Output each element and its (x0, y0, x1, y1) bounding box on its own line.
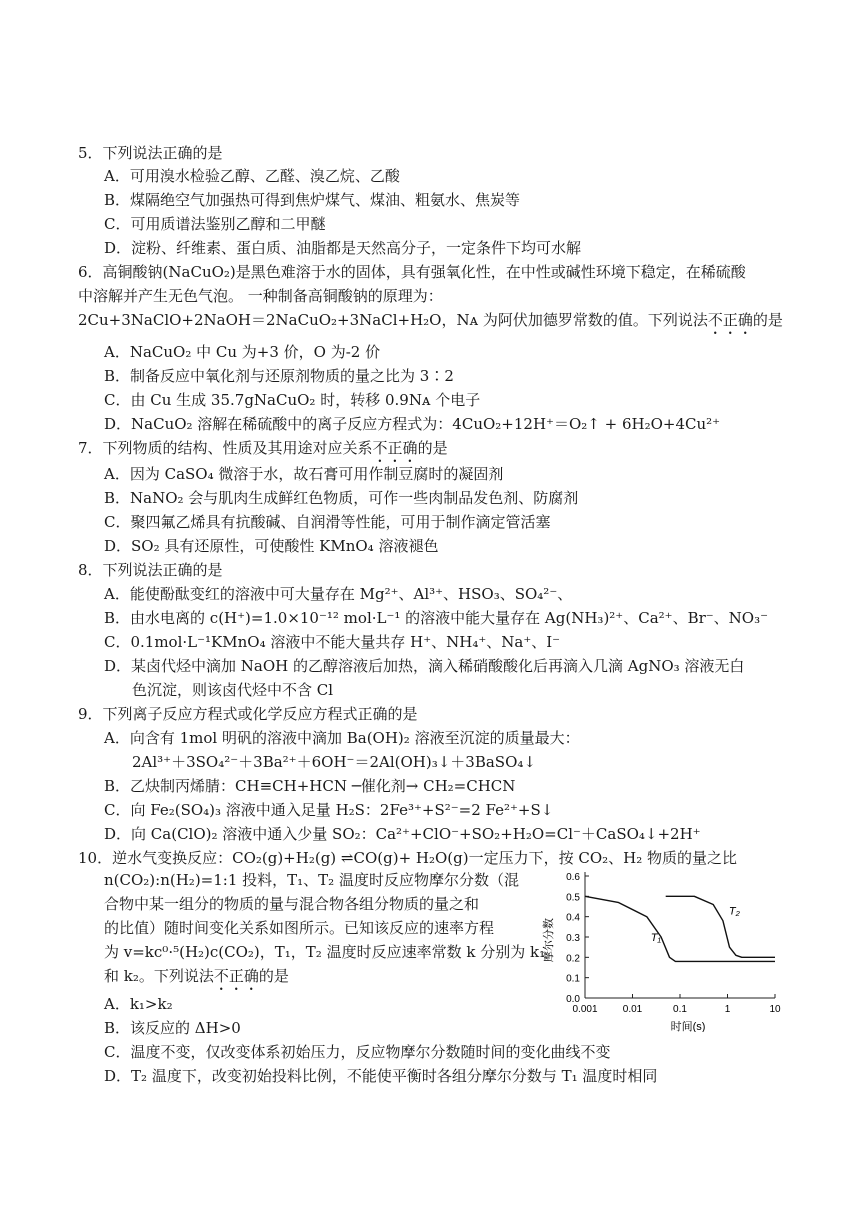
text-line (78, 560, 223, 582)
text-line (104, 824, 701, 846)
line-text: 7．下列物质的结构、性质及其用途对应关系 (78, 439, 373, 457)
line-text: C．0.1mol·L⁻¹KMnO₄ 溶液中不能大量共存 H⁺、NH₄⁺、Na⁺、I⁻ (104, 633, 561, 651)
line-text: 合物中某一组分的物质的量与混合物各组分物质的量之和 (104, 895, 480, 913)
line-text: C．可用质谱法鉴别乙醇和二甲醚 (104, 215, 326, 233)
series-line-2 (666, 896, 775, 957)
text-line (104, 1018, 241, 1040)
line-text: A．向含有 1mol 明矾的溶液中滴加 Ba(OH)₂ 溶液至沉淀的质量最大： (104, 729, 580, 747)
text-line (104, 918, 494, 940)
text-line (104, 966, 289, 988)
line-text: 的比值）随时间变化关系如图所示。已知该反应的速率方程 (104, 919, 495, 937)
text-line (132, 680, 333, 702)
y-tick-label: 0.1 (566, 973, 580, 985)
line-text: D．T₂ 温度下，改变初始投料比例，不能使平衡时各组分摩尔分数与 T₁ 温度时相同 (104, 1067, 658, 1085)
line-text: n(CO₂):n(H₂)=1:1 投料，T₁、T₂ 温度时反应物摩尔分数（混 (104, 871, 519, 889)
line-text: B．该反应的 ΔH>0 (104, 1019, 241, 1037)
line-text: A．NaCuO₂ 中 Cu 为+3 价，O 为-2 价 (104, 343, 381, 361)
line-text: C．温度不变，仅改变体系初始压力，反应物摩尔分数随时间的变化曲线不变 (104, 1043, 611, 1061)
text-line (104, 488, 578, 510)
text-line (104, 942, 545, 964)
text-line (104, 800, 553, 822)
y-tick-label: 0.4 (566, 912, 580, 924)
text-line (104, 390, 480, 412)
line-text: A．k₁>k₂ (104, 995, 173, 1013)
x-tick-label: 0.001 (572, 1004, 598, 1015)
emphasis-text: 不正确 (213, 967, 259, 985)
text-line (78, 310, 783, 332)
text-line (78, 286, 443, 308)
line-text: 为 v=kc⁰·⁵(H₂)c(CO₂)，T₁，T₂ 温度时反应速率常数 k 分别为 k₁ (104, 943, 546, 961)
text-line (104, 894, 479, 916)
line-text: B．制备反应中氧化剂与还原剂物质的量之比为 3∶2 (104, 367, 454, 385)
x-tick-label: 0.01 (622, 1004, 643, 1015)
line-text: 色沉淀，则该卤代烃中不含 Cl (132, 681, 334, 699)
line-text: 和 k₂。下列说法 (104, 967, 214, 985)
y-tick-label: 0.5 (566, 892, 580, 904)
text-line (104, 366, 454, 388)
text-line (104, 414, 720, 436)
text-line (78, 262, 746, 284)
text-line (104, 776, 515, 798)
text-line (104, 584, 572, 606)
line-text: B．由水电离的 c(H⁺)=1.0×10⁻¹² mol·L⁻¹ 的溶液中能大量存在 Ag(NH₃)²⁺、Ca²⁺、Br⁻、NO₃⁻ (104, 609, 769, 627)
y-tick-label: 0.3 (566, 933, 580, 944)
line-text: D．SO₂ 具有还原性，可使酸性 KMnO₄ 溶液褪色 (104, 537, 439, 555)
line-text: D．某卤代烃中滴加 NaOH 的乙醇溶液后加热，滴入稀硝酸酸化后再滴入几滴 AgNO₃ 溶液无白 (104, 657, 745, 675)
text-line (104, 464, 503, 486)
text-line (104, 536, 438, 558)
chart-axes (566, 872, 781, 1015)
line-text: A．因为 CaSO₄ 微溶于水，故石膏可用作制豆腐时的凝固剂 (104, 465, 504, 483)
line-text: C．聚四氟乙烯具有抗酸碱、自润滑等性能，可用于制作滴定管活塞 (104, 513, 551, 531)
line-text: 10．逆水气变换反应：CO₂(g)+H₂(g) ⇌CO(g)+ H₂O(g)一定压力下，按 CO₂、H₂ 物质的量之比 (78, 849, 738, 867)
x-tick-label: 1 (724, 1004, 731, 1015)
line-text: 9．下列离子反应方程式或化学反应方程式正确的是 (78, 705, 418, 723)
line-text: D．NaCuO₂ 溶解在稀硫酸中的离子反应方程式为：4CuO₂+12H⁺＝O₂↑ + 6H₂O+4Cu²⁺ (104, 415, 721, 433)
text-line (104, 994, 173, 1016)
x-tick-label: 0.1 (673, 1004, 687, 1015)
y-axis-label: 摩尔分数 (543, 918, 555, 962)
text-line (104, 870, 519, 892)
line-text: 6．高铜酸钠(NaCuO₂)是黑色难溶于水的固体，具有强氧化性，在中性或碱性环境下稳定，在稀硫酸 (78, 263, 746, 281)
text-line (104, 1042, 610, 1064)
line-text: D．向 Ca(ClO)₂ 溶液中通入少量 SO₂：Ca²⁺+ClO⁻+SO₂+H₂O=Cl⁻＋CaSO₄↓+2H⁺ (104, 825, 701, 843)
text-line (104, 214, 325, 236)
text-line (104, 728, 580, 750)
line-text: 5．下列说法正确的是 (78, 144, 223, 162)
chart-curves (585, 896, 775, 961)
series-label-1: T₁ (650, 932, 662, 944)
y-tick-label: 0.2 (566, 953, 580, 965)
text-line (104, 656, 744, 678)
line-text: A．可用溴水检验乙醇、乙醛、溴乙烷、乙酸 (104, 167, 400, 185)
line-text: 2Al³⁺＋3SO₄²⁻＋3Ba²⁺＋6OH⁻＝2Al(OH)₃↓＋3BaSO₄↓ (132, 753, 536, 771)
line-text-tail: 的是 (752, 311, 783, 329)
line-text: D．淀粉、纤维素、蛋白质、油脂都是天然高分子，一定条件下均可水解 (104, 239, 582, 257)
line-text: C．由 Cu 生成 35.7gNaCuO₂ 时，转移 0.9Nᴀ 个电子 (104, 391, 481, 409)
text-line (78, 438, 448, 460)
mole-fraction-chart (540, 862, 790, 1032)
text-line (104, 342, 380, 364)
line-text: C．向 Fe₂(SO₄)₃ 溶液中通入足量 H₂S：2Fe³⁺+S²⁻=2 Fe²⁺+S↓ (104, 801, 554, 819)
text-line (104, 632, 560, 654)
text-line (104, 166, 400, 188)
text-line (78, 143, 223, 165)
text-line (132, 752, 536, 774)
text-line (104, 608, 768, 630)
emphasis-text: 不正确 (707, 311, 753, 329)
text-line (104, 512, 550, 534)
line-text: B．乙炔制丙烯腈：CH≡CH+HCN ─催化剂→ CH₂=CHCN (104, 777, 516, 795)
series-line-1 (585, 896, 775, 961)
line-text-tail: 的是 (417, 439, 448, 457)
text-line (104, 190, 520, 212)
x-tick-label: 10 (769, 1004, 781, 1015)
line-text: B．煤隔绝空气加强热可得到焦炉煤气、煤油、粗氨水、焦炭等 (104, 191, 521, 209)
y-tick-label: 0.0 (566, 994, 580, 1005)
line-text-tail: 的是 (258, 967, 289, 985)
series-label-2: T₂ (728, 905, 740, 918)
emphasis-text: 不正确 (372, 439, 418, 457)
line-text: A．能使酚酞变红的溶液中可大量存在 Mg²⁺、Al³⁺、HSO₃、SO₄²⁻、 (104, 585, 573, 603)
y-tick-label: 0.6 (566, 872, 580, 883)
line-text: 中溶解并产生无色气泡。 一种制备高铜酸钠的原理为： (78, 287, 443, 305)
x-axis-label: 时间(s) (670, 1021, 706, 1032)
line-text: 8．下列说法正确的是 (78, 561, 223, 579)
text-line (104, 1066, 657, 1088)
text-line (104, 238, 581, 260)
text-line (78, 704, 418, 726)
line-text: B．NaNO₂ 会与肌肉生成鲜红色物质，可作一些肉制品发色剂、防腐剂 (104, 489, 579, 507)
line-text: 2Cu+3NaClO+2NaOH＝2NaCuO₂+3NaCl+H₂O，Nᴀ 为阿伏加德罗常数的值。下列说法 (78, 311, 708, 329)
